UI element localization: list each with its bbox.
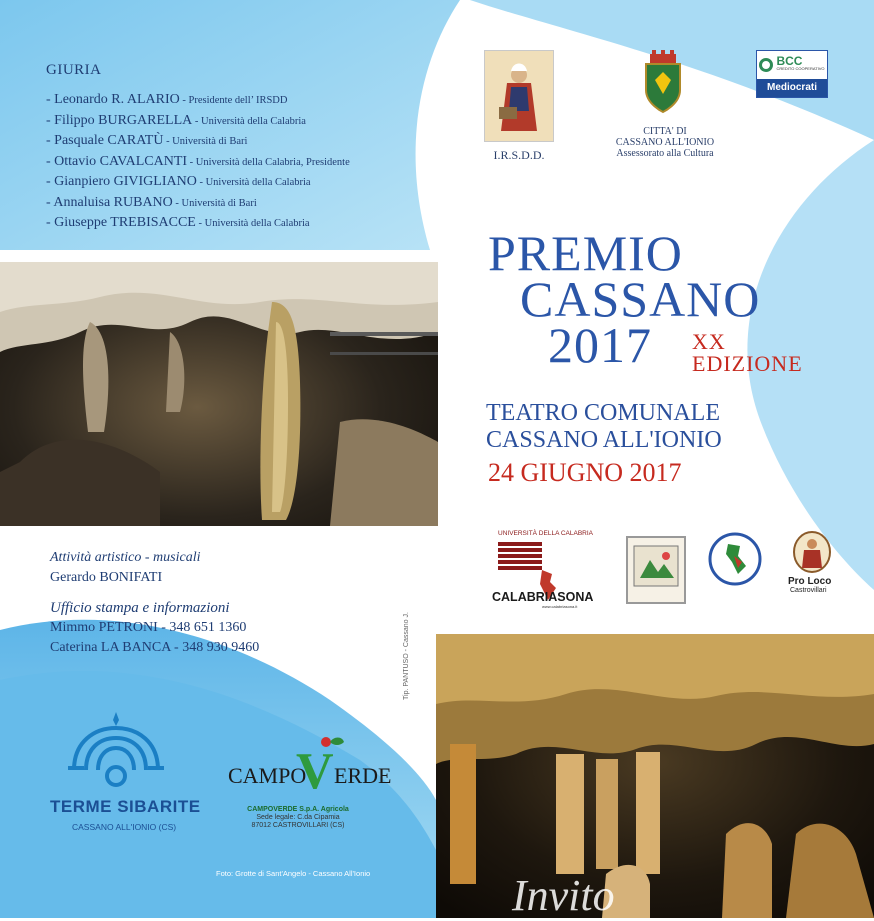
terme-sibarite-name: TERME SIBARITE <box>50 797 201 816</box>
campoverde-city: 87012 CASTROVILLARI (CS) <box>251 822 345 829</box>
academy-emblem-icon <box>628 538 684 602</box>
proloco-logo <box>784 530 840 600</box>
city-caption-1: CITTA' DI <box>643 126 687 137</box>
printer-credit: Tip. PANTUSO - Cassano J. <box>403 612 410 700</box>
artistic-label: Attività artistico - musicali <box>50 550 201 565</box>
bcc-title: BCC <box>776 54 803 68</box>
cave-photo-top <box>0 262 438 526</box>
unical-stripes-icon <box>498 542 542 570</box>
jury-member: - Giuseppe TREBISACCE - Università della Calabria <box>46 215 310 230</box>
irsdd-logo <box>484 50 554 142</box>
jury-title: GIURIA <box>46 62 102 78</box>
jury-member: - Gianpiero GIVIGLIANO - Università della Calabria <box>46 174 311 189</box>
title-year: 2017 <box>548 317 652 373</box>
press-contact-1: Mimmo PETRONI - 348 651 1360 <box>50 620 247 635</box>
jury-member: - Leonardo R. ALARIO - Presidente dell’ IRSDD <box>46 92 288 107</box>
coat-of-arms-icon <box>640 50 686 116</box>
edition-label: EDIZIONE <box>692 351 803 376</box>
campoverde-name-left: CAMPO <box>228 763 307 788</box>
city-caption-3: Assessorato alla Cultura <box>616 148 714 159</box>
cave-photo-bottom <box>436 634 874 918</box>
campoverde-company: CAMPOVERDE S.p.A. Agricola <box>247 806 349 813</box>
irsdd-caption: I.R.S.D.D. <box>493 148 545 162</box>
campoverde-address: Sede legale: C.da Cipamia <box>256 814 340 821</box>
jury-member: - Ottavio CAVALCANTI - Università della Calabria, Presidente <box>46 153 350 169</box>
jury-member: - Annaluisa RUBANO - Università di Bari <box>46 194 257 210</box>
calabriasona-logo: CALABRIASONA <box>492 590 594 604</box>
city-caption <box>590 126 740 159</box>
artistic-name: Gerardo BONIFATI <box>50 570 163 585</box>
invito-watermark: Invito <box>512 871 615 920</box>
bcc-logo <box>756 50 828 98</box>
campoverde-details <box>246 806 350 830</box>
terme-sibarite-emblem-icon <box>64 712 168 794</box>
press-contact-2: Caterina LA BANCA - 348 930 9460 <box>50 640 260 655</box>
unical-name: UNIVERSITÀ DELLA CALABRIA <box>498 530 594 537</box>
venue-line-2: CASSANO ALL'IONIO <box>486 427 722 453</box>
title-cassano: CASSANO <box>520 271 761 327</box>
jury-member: - Pasquale CARATÙ - Università di Bari <box>46 133 248 148</box>
title-premio: PREMIO <box>488 225 683 281</box>
unical-logo <box>492 530 606 614</box>
event-date: 24 GIUGNO 2017 <box>488 458 682 487</box>
campoverde-v: V <box>296 743 334 800</box>
city-caption-2: CASSANO ALL'IONIO <box>615 137 715 148</box>
bcc-subtitle: CREDITO COOPERATIVO <box>776 66 825 71</box>
photo-credit: Foto: Grotte di Sant'Angelo - Cassano All'Ionio <box>216 869 371 878</box>
jury-list <box>46 92 350 236</box>
academy-logo <box>626 536 686 604</box>
proloco-emblem-icon <box>790 530 834 574</box>
calabriasona-url: www.calabriasona.it <box>542 604 578 609</box>
campoverde-name-right: ERDE <box>334 763 392 788</box>
edition-number: XX <box>692 329 726 354</box>
credits-block <box>50 550 259 660</box>
federation-logo <box>708 532 762 586</box>
campoverde-logo <box>228 736 398 806</box>
proloco-name: Pro Loco <box>788 576 832 587</box>
venue-line-1: TEATRO COMUNALE <box>486 400 720 426</box>
press-label: Ufficio stampa e informazioni <box>50 600 230 616</box>
jury-member: - Filippo BURGARELLA - Università della Calabria <box>46 112 306 128</box>
bcc-icon <box>759 58 773 72</box>
painting-icon <box>485 51 553 141</box>
proloco-city: Castrovillari <box>790 587 827 594</box>
terme-sibarite-location: CASSANO ALL'IONIO (CS) <box>72 822 177 832</box>
bcc-bank-name: Mediocrati <box>757 79 827 97</box>
